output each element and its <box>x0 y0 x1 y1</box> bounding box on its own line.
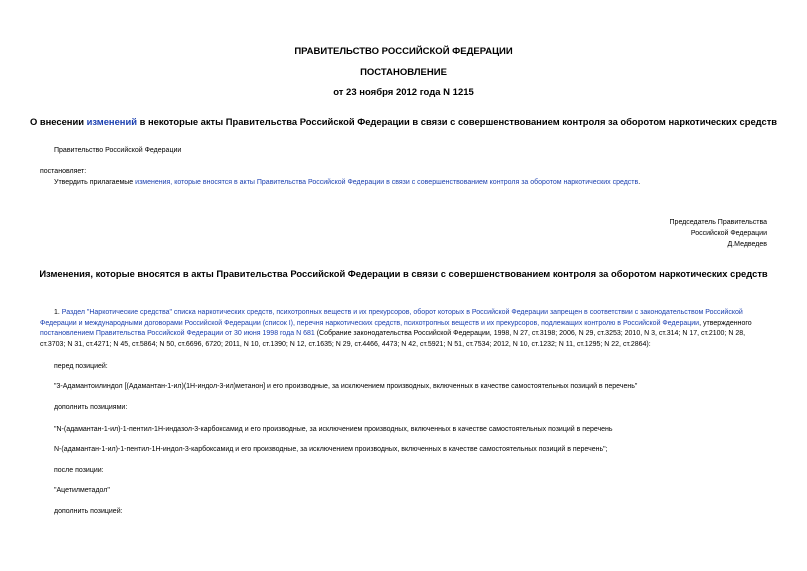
title-link[interactable]: изменений <box>86 116 137 127</box>
issuer-text: Правительство Российской Федерации <box>54 147 182 154</box>
approve-link[interactable]: изменения, которые вносятся в акты Правительства Российской Федерации в связи с совершенствованием контроля за оборотом наркотических средств <box>135 179 639 186</box>
title-suffix: в некоторые акты Правительства Российской Федерации в связи с совершенствованием контроля за оборотом наркотических средств <box>136 116 778 127</box>
changes-title: Изменения, которые вносятся в акты Правительства Российской Федерации в связи с совершенствованием контроля за оборотом наркотических средств <box>39 268 768 279</box>
item-add-position: дополнить позицией: <box>54 508 123 515</box>
section-1-paragraph <box>40 308 770 350</box>
section-1-number: 1. <box>54 309 62 316</box>
title-prefix: О внесении <box>29 116 87 127</box>
item-new-position-2: N-(адамантан-1-ил)-1-пентил-1Н-индол-3-карбоксамид и его производные, за исключением производных, включенных в качестве самостоятельных позиций в перечень"; <box>54 446 608 453</box>
document-title <box>0 116 807 127</box>
item-add-positions: дополнить позициями: <box>54 404 128 411</box>
signature-position: Председатель Правительства <box>669 219 767 226</box>
section-1-tail: (Собрание законодательства Российской Федерации, 1998, N 27, ст.3198; 2006, N 29, ст.3253; 2010, N 3, ст.314; N 17, ст.2100; N 28, ст.3703; N 31, ст.4271; N 45, ст.5864; N 50, ст.6696, 6720; 2011, N 10, ст.1390; N 12, ст.1635; N 29, ст.4466, 4473; N 42, ст.5921; N 51, ст.7534; 2012, N 10, ст.1232; N 11, ст.1295; N 22, ст.2864): <box>40 330 746 348</box>
government-name: ПРАВИТЕЛЬСТВО РОССИЙСКОЙ ФЕДЕРАЦИИ <box>294 46 513 57</box>
item-new-position-1: "N-(адамантан-1-ил)-1-пентил-1Н-индазол-3-карбоксамид и его производные, за исключением производных, включенных в качестве самостоятельных позиций в перечень <box>54 426 613 433</box>
section-1-link-decree[interactable]: постановлением Правительства Российской Федерации от 30 июня 1998 года N 681 <box>40 330 315 338</box>
signature-country: Российской Федерации <box>690 230 767 237</box>
approve-suffix: . <box>638 179 641 186</box>
signature-name: Д.Медведев <box>727 241 767 248</box>
document-date-number: от 23 ноября 2012 года N 1215 <box>333 87 474 98</box>
approve-prefix: Утвердить прилагаемые <box>54 179 136 186</box>
approve-paragraph <box>54 179 640 186</box>
document-type: ПОСТАНОВЛЕНИЕ <box>360 67 447 78</box>
section-1-mid: , утвержденного <box>699 319 752 327</box>
resolves-text: постановляет: <box>40 168 87 175</box>
section-1-link-list[interactable]: Раздел "Наркотические средства" списка наркотических средств, психотропных веществ и их прекурсоров, оборот которых в Российской Федерации запрещен в соответствии с законодательством Российской Федерации и международными договорами Российской Федерации (список I), перечня наркотических средств, психотропных веществ и их прекурсоров, подлежащих контролю в Российской Федерации <box>40 309 743 327</box>
item-before-position: перед позицией: <box>54 363 108 370</box>
item-after-position: после позиции: <box>54 467 104 474</box>
signature-block <box>670 217 767 250</box>
item-acetylmethadol: "Ацетилметадол" <box>54 487 110 494</box>
item-position-quote: "3-Адамантоилиндол [(Адамантан-1-ил)(1Н-индол-3-ил)метанон] и его производные, за исключением производных, включенных в качестве самостоятельных позиций в перечень" <box>54 383 638 390</box>
